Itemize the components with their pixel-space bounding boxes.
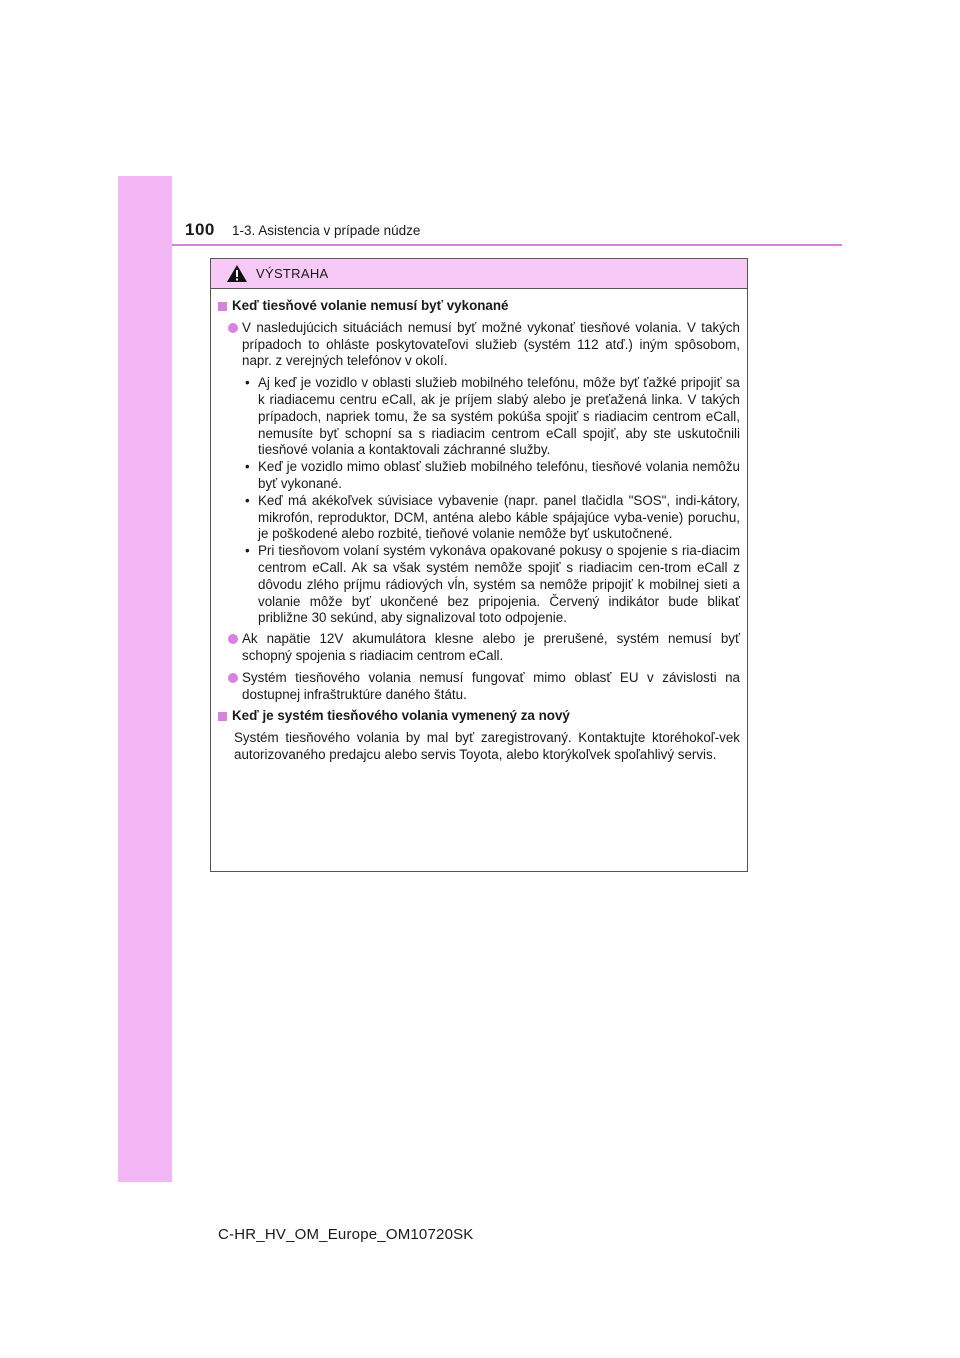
chapter-title: 1-3. Asistencia v prípade núdze: [232, 223, 421, 238]
list-item-text: V nasledujúcich situáciách nemusí byť možné vykonať tiesňové volania. V takých prípadoch to ohláste poskytovateľovi služieb (systém 112 atď.) iným spôsobom, napr. z verejných telefónov v okolí.: [242, 319, 740, 369]
side-color-strip: [118, 176, 172, 1182]
list-item: [228, 670, 740, 704]
sub-bullet-icon: •: [245, 492, 250, 508]
sub-bullet-icon: •: [245, 543, 250, 559]
header-rule: [172, 244, 842, 246]
list-item-text: Systém tiesňového volania nemusí fungovať mimo oblasť EU v závislosti na dostupnej infraštruktúre daného štátu.: [242, 669, 740, 702]
section-heading: [218, 708, 740, 725]
section-heading-text: Keď je systém tiesňového volania vymenený za nový: [232, 708, 570, 724]
sub-list-item: [242, 459, 740, 493]
section-heading: [218, 298, 740, 315]
footer-document-code: C-HR_HV_OM_Europe_OM10720SK: [218, 1226, 474, 1243]
sub-list-item-text: Pri tiesňovom volaní systém vykonáva opakované pokusy o spojenie s ria-diacim centrom eCall. Ak sa však systém nemôže spojiť s riadiacim cen-trom eCall z dôvodu zlého príjmu rádiových vĺn, systém sa nemôže pripojiť k mobilnej sieti a volanie môže byť ukončené bez pripojenia. Červený indikátor bude blikať približne 30 sekúnd, aby signalizoval toto odpojenie.: [258, 543, 740, 626]
sub-list-item: [242, 375, 740, 459]
sub-list-item-text: Keď je vozidlo mimo oblasť služieb mobilného telefónu, tiesňové volania nemôžu byť vykonané.: [258, 459, 740, 491]
section-heading-text: Keď tiesňové volanie nemusí byť vykonané: [232, 298, 509, 313]
sub-list-item-text: Keď má akékoľvek súvisiace vybavenie (napr. panel tlačidla "SOS", indi-kátory, mikrofón, reproduktor, DCM, anténa alebo káble spájajúce vyba-venie) poruchu, je poškodené alebo rozbité, tieňové volanie nemôže byť uskutočnené.: [258, 492, 740, 542]
warning-triangle-icon: [226, 264, 248, 283]
sub-bullet-icon: •: [245, 375, 250, 391]
warning-body: [211, 289, 747, 764]
sub-list-item: [242, 543, 740, 627]
list-item-text: Ak napätie 12V akumulátora klesne alebo je prerušené, systém nemusí byť schopný spojenia s riadiacim centrom eCall.: [242, 631, 740, 663]
sub-list: [242, 375, 740, 627]
sub-list-item: [242, 493, 740, 543]
warning-header: [211, 259, 747, 289]
list-item: [228, 631, 740, 665]
warning-label: VÝSTRAHA: [256, 266, 329, 281]
list-item: [228, 320, 740, 370]
paragraph: Systém tiesňového volania by mal byť zaregistrovaný. Kontaktujte ktoréhokoľ-vek autorizovaného predajcu alebo servis Toyota, alebo ktorýkoľvek spoľahlivý servis.: [234, 730, 740, 762]
round-bullet-icon: [228, 323, 238, 333]
page-number: 100: [185, 220, 215, 239]
sub-list-item-text: Aj keď je vozidlo v oblasti služieb mobilného telefónu, môže byť ťažké pripojiť sa k riadiacemu centru eCall, ak je príjem slabý alebo je preťažená linka. V takých prípadoch, napriek tomu, že sa systém pokúša spojiť s riadiacim centrom eCall, nemusíte byť schopní sa s riadiacim centrom eCall spojiť, aby ste uskutočnili tiesňové volania a kontaktovali záchranné služby.: [258, 375, 740, 458]
square-bullet-icon: [218, 302, 227, 311]
warning-box: [210, 258, 748, 872]
round-bullet-icon: [228, 673, 238, 683]
round-bullet-icon: [228, 634, 238, 644]
sub-bullet-icon: •: [245, 459, 250, 475]
square-bullet-icon: [218, 712, 227, 721]
